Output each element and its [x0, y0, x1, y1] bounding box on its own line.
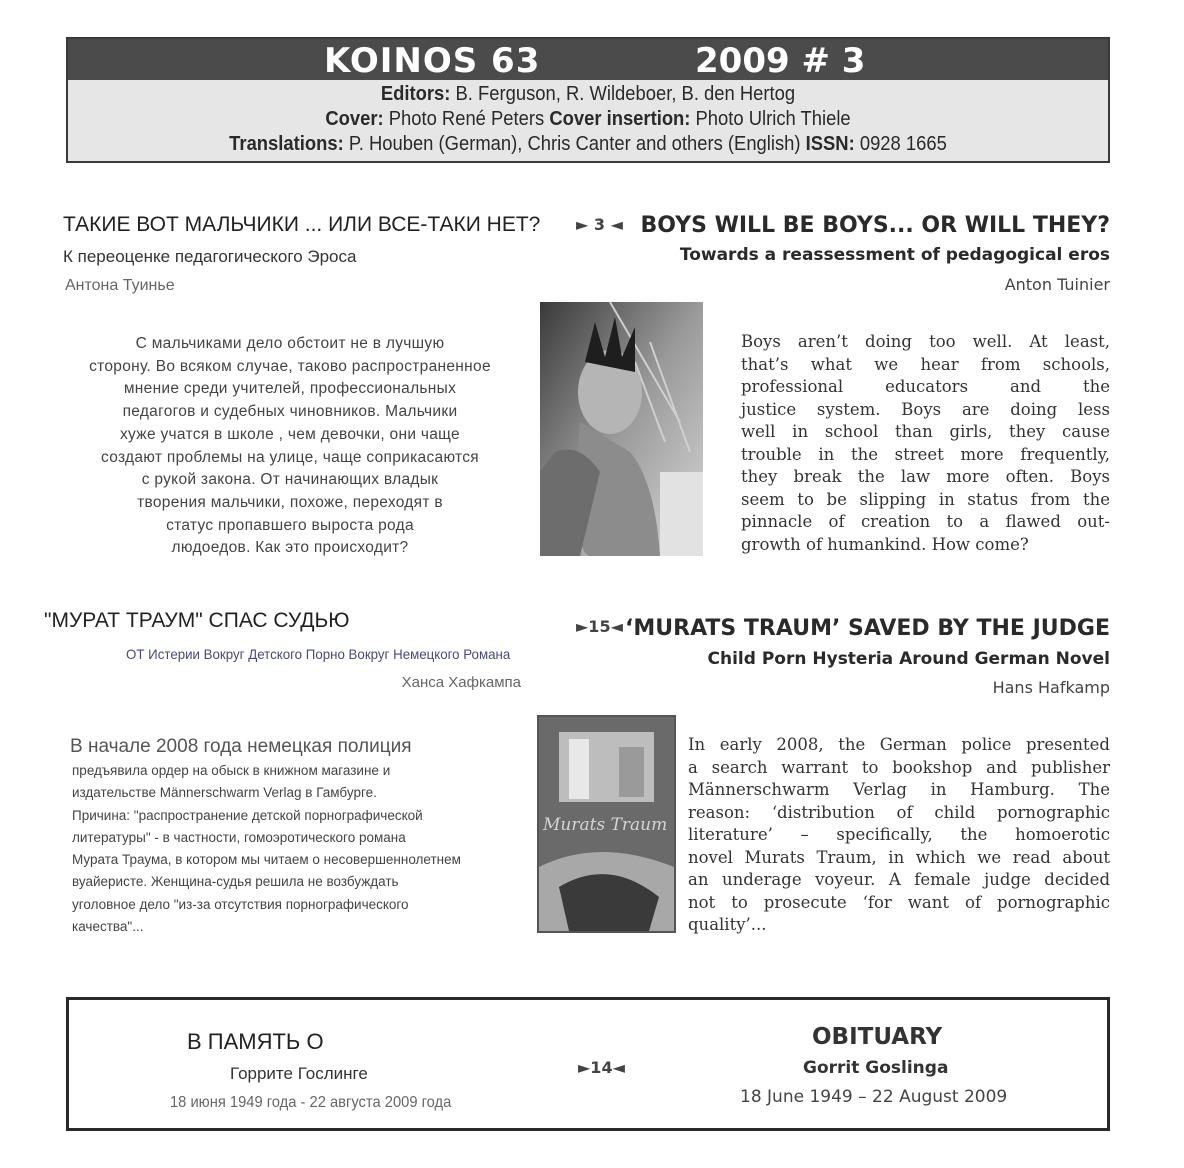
- article2-en-subtitle: Child Porn Hysteria Around German Novel: [707, 649, 1110, 669]
- cover-insertion-credit: Photo Ulrich Thiele: [695, 108, 851, 130]
- article2-en-body: [688, 734, 1110, 937]
- body-line: людоедов. Как это происходит?: [171, 539, 409, 557]
- obituary-ru-dates: 18 июня 1949 года - 22 августа 2009 года: [170, 1094, 452, 1111]
- masthead: [66, 37, 1110, 163]
- body-line: justice system. Boys are doing less: [741, 399, 1110, 419]
- article2-page-number[interactable]: ►15◄: [576, 617, 623, 636]
- editors-label: Editors:: [380, 83, 451, 105]
- obituary-en-dates: 18 June 1949 – 22 August 2009: [740, 1087, 1008, 1107]
- article1-ru-title: ТАКИЕ ВОТ МАЛЬЧИКИ ... ИЛИ ВСЕ-ТАКИ НЕТ?: [63, 213, 541, 236]
- body-line: that’s what we hear from schools,: [741, 354, 1110, 374]
- body-line: Мурата Траума, в котором мы читаем о несовершеннолетнем: [72, 852, 461, 868]
- book-cover-title: Murats Traum: [543, 815, 668, 835]
- body-line: статус пропавшего выроста рода: [166, 516, 414, 534]
- body-line: trouble in the street more frequently,: [741, 444, 1110, 464]
- issn-label: ISSN:: [805, 133, 855, 155]
- body-line: С мальчиками дело обстоит не в лучшую: [135, 335, 445, 352]
- body-line: quality’...: [688, 915, 767, 934]
- body-line: создают проблемы на улице, чаще соприкасаются: [101, 448, 479, 466]
- body-line: literature’ – specifically, the homoerotic: [688, 825, 1110, 844]
- body-line: вуайеристе. Женщина-судья решила не возбуждать: [72, 874, 399, 890]
- body-line: novel Murats Traum, in which we read about: [688, 847, 1110, 867]
- translations-credit: P. Houben (German), Chris Canter and others (English): [348, 133, 801, 155]
- body-line: not to prosecute ‘for want of pornographic: [688, 892, 1110, 912]
- body-line: professional educators and the: [741, 377, 1110, 396]
- body-line: творения мальчики, похоже, переходят в: [137, 493, 443, 511]
- body-line: well in school than girls, they cause: [741, 422, 1110, 441]
- article2-ru-body: [72, 760, 512, 938]
- article1-page-number[interactable]: ► 3 ◄: [576, 215, 623, 234]
- article1-en-author: Anton Tuinier: [1004, 275, 1110, 294]
- body-line: Причина: "распространение детской порнографической: [72, 807, 423, 823]
- translations-label: Translations:: [229, 133, 344, 155]
- body-line: seem to be slipping in status from the: [741, 489, 1110, 509]
- article2-ru-subtitle: ОТ Истерии Вокруг Детского Порно Вокруг Немецкого Романа: [126, 646, 511, 662]
- body-line: growth of humankind. How come?: [741, 534, 1029, 554]
- obituary-en-name: Gorrit Goslinga: [803, 1058, 949, 1078]
- body-line: a search warrant to bookshop and publisher: [688, 757, 1110, 777]
- translations-line: [110, 133, 1067, 156]
- cover-insertion-label: Cover insertion:: [549, 108, 691, 130]
- obituary-en-title: OBITUARY: [812, 1024, 943, 1050]
- issn-value: 0928 1665: [859, 133, 947, 155]
- cover-line: [110, 108, 1067, 131]
- article2-en-title: ‘MURATS TRAUM’ SAVED BY THE JUDGE: [625, 616, 1110, 641]
- cover-credit: Photo René Peters: [388, 108, 545, 130]
- body-line: качества"...: [72, 919, 144, 935]
- body-line: In early 2008, the German police presented: [688, 735, 1110, 754]
- article1-ru-subtitle: К переоценке педагогического Эроса: [63, 247, 357, 266]
- magazine-title: KOINOS 63: [324, 41, 541, 81]
- editors-names: B. Ferguson, R. Wildeboer, B. den Hertog: [455, 83, 796, 105]
- body-line: хуже учатся в школе , чем девочки, они чаще: [120, 425, 460, 443]
- article1-ru-body: [40, 333, 540, 560]
- article2-book-cover: [537, 715, 676, 933]
- article2-ru-lead: В начале 2008 года немецкая полиция: [70, 736, 412, 757]
- body-line: Männerschwarm Verlag in Hamburg. The: [688, 780, 1110, 799]
- article1-en-body: [741, 331, 1110, 556]
- body-line: литературы" - в частности, гомоэротического романа: [72, 829, 406, 845]
- obituary-ru-name: Горрите Гослинге: [230, 1064, 368, 1083]
- masthead-bar: [68, 39, 1108, 80]
- body-line: an underage voyeur. A female judge decided: [688, 870, 1110, 889]
- obituary-page-number[interactable]: ►14◄: [578, 1058, 625, 1077]
- body-line: предъявила ордер на обыск в книжном магазине и: [72, 763, 391, 778]
- article1-en-title: BOYS WILL BE BOYS... OR WILL THEY?: [640, 213, 1110, 238]
- article1-photo: [540, 302, 703, 556]
- body-line: сторону. Во всяком случае, таково распространенное: [89, 357, 491, 375]
- body-line: с рукой закона. От начинающих владык: [141, 471, 439, 489]
- body-line: they break the law more often. Boys: [741, 467, 1110, 486]
- issue-number: 2009 # 3: [695, 41, 866, 81]
- article2-ru-author: Ханса Хафкампа: [401, 674, 521, 691]
- body-line: педагогов и судебных чиновников. Мальчики: [122, 403, 458, 421]
- body-line: reason: ‘distribution of child pornographic: [688, 802, 1110, 822]
- body-line: издательстве Männerschwarm Verlag в Гамбурге.: [72, 785, 377, 801]
- body-line: мнение среди учителей, профессиональных: [123, 380, 457, 398]
- cover-label: Cover:: [325, 108, 384, 130]
- article2-ru-title: "МУРАТ ТРАУМ" СПАС СУДЬЮ: [44, 609, 350, 632]
- obituary-ru-title: В ПАМЯТЬ О: [187, 1029, 324, 1054]
- article1-en-subtitle: Towards a reassessment of pedagogical eros: [679, 245, 1110, 265]
- body-line: уголовное дело "из-за отсутствия порнографического: [72, 896, 409, 912]
- body-line: pinnacle of creation to a flawed out-: [741, 512, 1110, 531]
- article1-ru-author: Антона Туинье: [65, 277, 175, 294]
- article2-en-author: Hans Hafkamp: [992, 678, 1110, 697]
- body-line: Boys aren’t doing too well. At least,: [741, 332, 1110, 351]
- editors-line: [110, 83, 1067, 106]
